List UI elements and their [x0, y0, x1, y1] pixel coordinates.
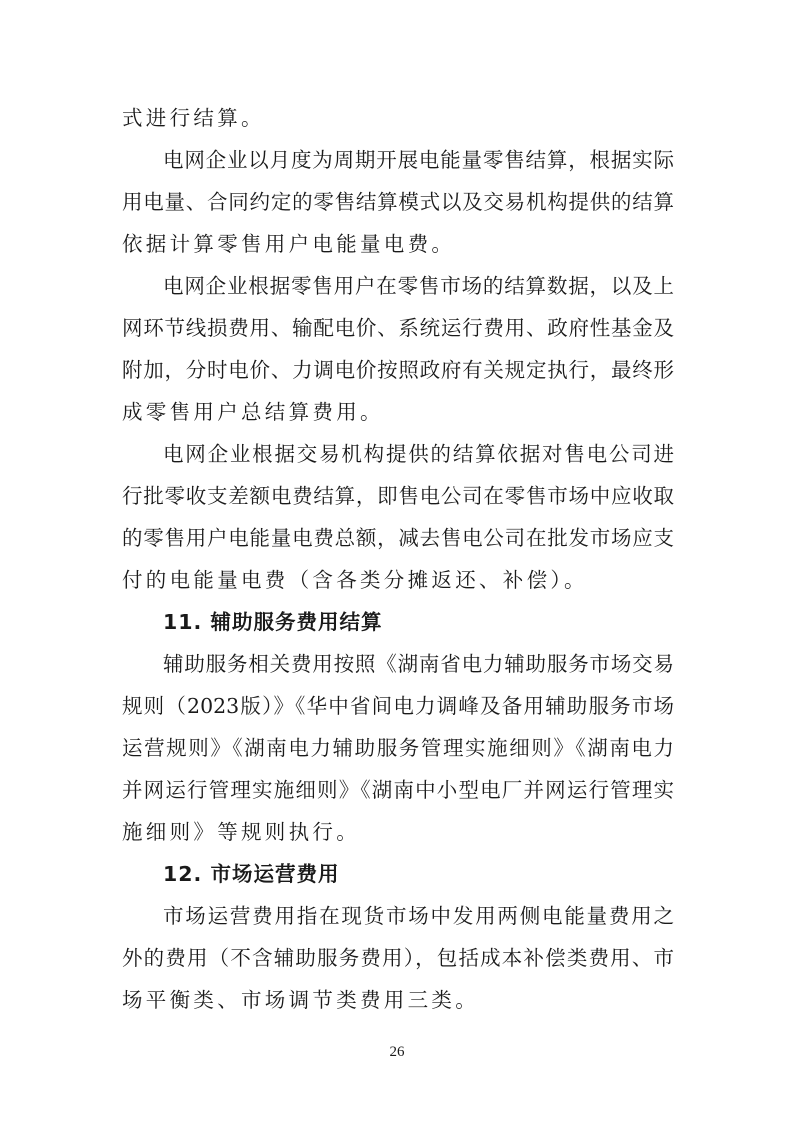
paragraph-line: 付的电能量电费（含各类分摊返还、补偿）。 — [122, 568, 588, 592]
paragraph-line: 并网运行管理实施细则》《湖南中小型电厂并网运行管理实 — [122, 778, 674, 802]
paragraph-line: 施细则》等规则执行。 — [122, 820, 360, 844]
paragraph-line: 式进行结算。 — [122, 106, 265, 130]
paragraph-line: 的零售用户电能量电费总额，减去售电公司在批发市场应支 — [122, 526, 674, 550]
section-heading: 12. 市场运营费用 — [163, 862, 340, 886]
page-number: 26 — [389, 1044, 405, 1060]
paragraph-line: 市场运营费用指在现货市场中发用两侧电能量费用之 — [163, 904, 674, 928]
paragraph-line: 电网企业根据交易机构提供的结算依据对售电公司进 — [163, 442, 674, 466]
paragraph-line: 外的费用（不含辅助服务费用），包括成本补偿类费用、市 — [122, 946, 674, 970]
paragraph-line: 电网企业以月度为周期开展电能量零售结算，根据实际 — [163, 148, 674, 172]
paragraph-line: 附加，分时电价、力调电价按照政府有关规定执行，最终形 — [122, 358, 674, 382]
paragraph-line: 电网企业根据零售用户在零售市场的结算数据，以及上 — [163, 274, 674, 298]
paragraph-line: 成零售用户总结算费用。 — [122, 400, 384, 424]
paragraph-line: 行批零收支差额电费结算，即售电公司在零售市场中应收取 — [122, 484, 674, 508]
paragraph-line: 依据计算零售用户电能量电费。 — [122, 232, 456, 256]
paragraph-line: 场平衡类、市场调节类费用三类。 — [122, 988, 479, 1012]
paragraph-line: 网环节线损费用、输配电价、系统运行费用、政府性基金及 — [122, 316, 674, 340]
paragraph-line: 运营规则》《湖南电力辅助服务管理实施细则》《湖南电力 — [122, 736, 674, 760]
paragraph-line: 辅助服务相关费用按照《湖南省电力辅助服务市场交易 — [163, 652, 674, 676]
paragraph-line: 规则（2023版）》《华中省间电力调峰及备用辅助服务市场 — [122, 694, 674, 718]
paragraph-line: 用电量、合同约定的零售结算模式以及交易机构提供的结算 — [122, 190, 674, 214]
section-heading: 11. 辅助服务费用结算 — [163, 610, 383, 634]
